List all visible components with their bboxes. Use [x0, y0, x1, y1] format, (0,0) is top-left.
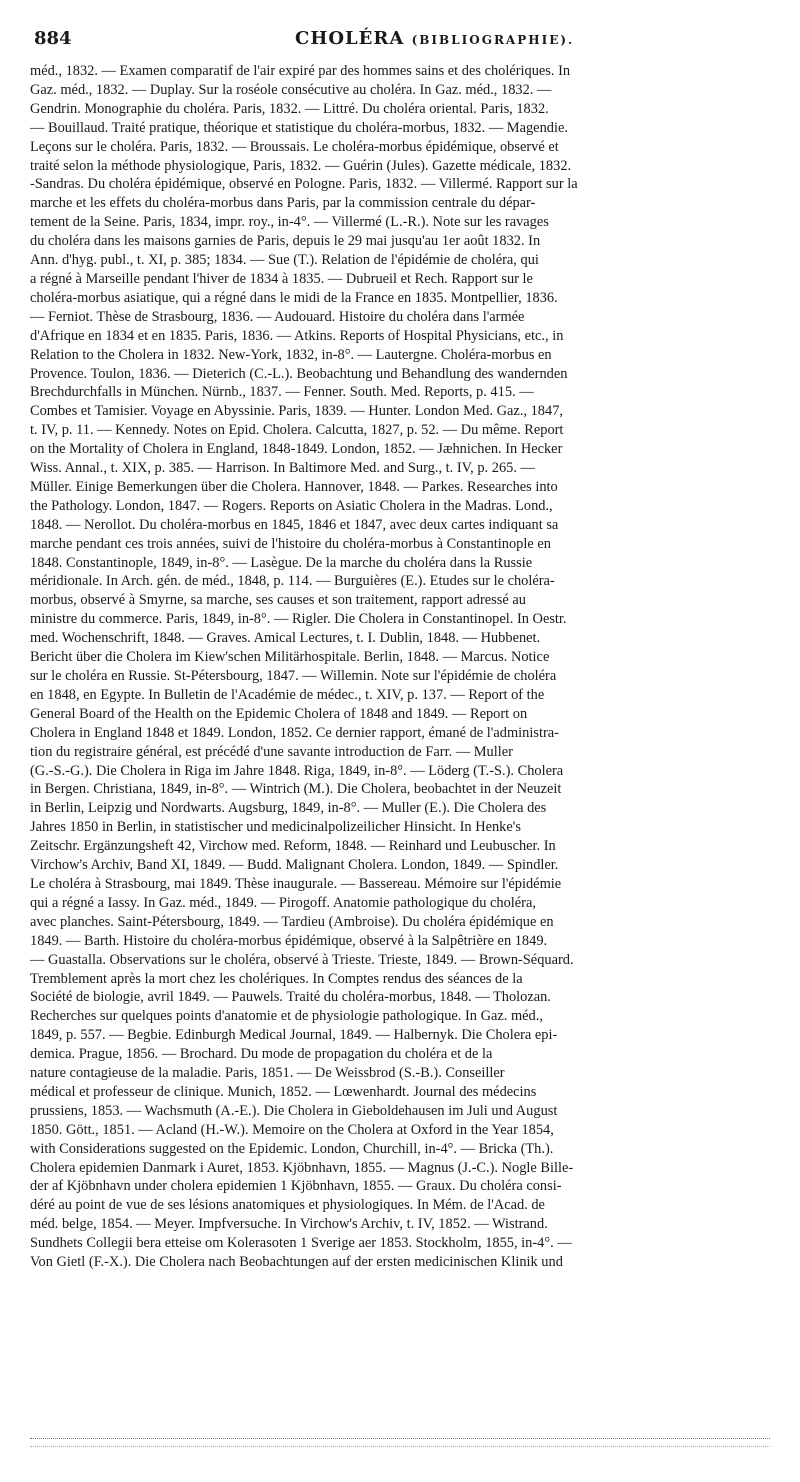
text-line: Von Gietl (F.-X.). Die Cholera nach Beobachtungen auf der ersten medicinischen Klinik und: [30, 1254, 563, 1271]
text-line: ministre du commerce. Paris, 1849, in-8°. — Rigler. Die Cholera in Constantinopel. In Oestr.: [30, 611, 567, 628]
text-line: morbus, observé à Smyrne, sa marche, ses causes et son traitement, rapport adressé au: [30, 592, 526, 609]
text-line: qui a régné a Iassy. In Gaz. méd., 1849. — Pirogoff. Anatomie pathologique du choléra,: [30, 894, 536, 911]
text-line: Combes et Tamisier. Voyage en Abyssinie. Paris, 1839. — Hunter. London Med. Gaz., 1847,: [30, 403, 563, 420]
text-line: Sundhets Collegii bera etteise om Kolerasoten 1 Sverige aer 1853. Stockholm, 1855, in-4°. —: [30, 1235, 572, 1252]
text-line: Wiss. Annal., t. XIX, p. 385. — Harrison. In Baltimore Med. and Surg., t. IV, p. 265. —: [30, 460, 535, 477]
text-line: in Berlin, Leipzig und Nordwarts. Augsburg, 1849, in-8°. — Muller (E.). Die Cholera des: [30, 800, 547, 817]
text-line: en 1848, en Egypte. In Bulletin de l'Académie de médec., t. XIV, p. 137. — Report of the: [30, 686, 545, 703]
text-line: choléra-morbus asiatique, qui a régné dans le midi de la France en 1835. Montpellier, 1836.: [30, 289, 558, 306]
text-line: marche pendant ces trois années, suivi de l'histoire du choléra-morbus à Constantinople en: [30, 535, 551, 552]
text-line: sur le choléra en Russie. St-Pétersbourg, 1847. — Willemin. Note sur l'épidémie de choléra: [30, 668, 557, 684]
text-line: Gaz. méd., 1832. — Duplay. Sur la roséole consécutive au choléra. In Gaz. méd., 1832. —: [30, 81, 552, 98]
text-line: the Pathology. London, 1847. — Rogers. Reports on Asiatic Cholera in the Madras. Lond.,: [30, 497, 553, 514]
text-line: tement de la Seine. Paris, 1834, impr. roy., in-4°. — Villermé (L.-R.). Note sur les ravages: [30, 214, 549, 231]
text-line: avec planches. Saint-Pétersbourg, 1849. — Tardieu (Ambroise). Du choléra épidémique en: [30, 913, 554, 930]
text-line: Zeitschr. Ergänzungsheft 42, Virchow med. Reform, 1848. — Reinhard und Leubuscher. In: [30, 838, 556, 855]
text-line: Gendrin. Monographie du choléra. Paris, 1832. — Littré. Du choléra oriental. Paris, 1832.: [30, 100, 549, 117]
text-line: d'Afrique en 1834 et en 1835. Paris, 1836. — Atkins. Reports of Hospital Physicians, etc., in: [30, 327, 564, 344]
footer-rule: [30, 1438, 770, 1439]
text-line: méridionale. In Arch. gén. de méd., 1848, p. 114. — Burguières (E.). Etudes sur le choléra-: [30, 573, 555, 590]
text-line: -Sandras. Du choléra épidémique, observé en Pologne. Paris, 1832. — Villermé. Rapport sur la: [30, 176, 578, 193]
text-line: du choléra dans les maisons garnies de Paris, depuis le 29 mai jusqu'au 1er août 1832. In: [30, 233, 541, 250]
page-number: 884: [34, 28, 72, 49]
text-line: Müller. Einige Bemerkungen über die Cholera. Hannover, 1848. — Parkes. Researches into: [30, 478, 558, 495]
text-line: Relation to the Cholera in 1832. New-York, 1832, in-8°. — Lautergne. Choléra-morbus en: [30, 346, 552, 363]
text-line: méd., 1832. — Examen comparatif de l'air expiré par des hommes sains et des cholériques. In: [30, 63, 571, 79]
text-line: Bericht über die Cholera im Kiew'schen Militärhospitale. Berlin, 1848. — Marcus. Notice: [30, 649, 550, 666]
page: [30, 28, 768, 1272]
text-line: Société de biologie, avril 1849. — Pauwels. Traité du choléra-morbus, 1848. — Tholozan.: [30, 989, 551, 1006]
text-line: Cholera in England 1848 et 1849. London, 1852. Ce dernier rapport, émané de l'administra-: [30, 724, 559, 741]
text-line: med. Wochenschrift, 1848. — Graves. Amical Lectures, t. I. Dublin, 1848. — Hubbenet.: [30, 630, 541, 647]
text-line: médical et professeur de clinique. Munich, 1852. — Lœwenhardt. Journal des médecins: [30, 1083, 537, 1100]
text-line: Tremblement après la mort chez les cholériques. In Comptes rendus des séances de la: [30, 970, 523, 987]
text-line: traité selon la méthode physiologique, Paris, 1832. — Guérin (Jules). Gazette médicale, 1832.: [30, 157, 572, 174]
text-line: in Bergen. Christiana, 1849, in-8°. — Wintrich (M.). Die Cholera, beobachtet in der Neuzeit: [30, 781, 562, 798]
text-line: General Board of the Health on the Epidemic Cholera of 1848 and 1849. — Report on: [30, 705, 528, 722]
running-title-main: CHOLÉRA: [295, 28, 405, 49]
text-line: 1849. — Barth. Histoire du choléra-morbus épidémique, observé à la Salpêtrière en 1849.: [30, 932, 548, 949]
text-line: — Bouillaud. Traité pratique, théorique et statistique du choléra-morbus, 1832. — Magendie.: [30, 119, 568, 136]
text-line: 1850. Gött., 1851. — Acland (H.-W.). Memoire on the Cholera at Oxford in the Year 1854,: [30, 1121, 554, 1138]
text-line: prussiens, 1853. — Wachsmuth (A.-E.). Die Cholera in Gieboldehausen im Juli und August: [30, 1102, 558, 1119]
text-line: a régné à Marseille pendant l'hiver de 1834 à 1835. — Dubrueil et Rech. Rapport sur le: [30, 270, 533, 287]
text-line: der af Kjöbnhavn under cholera epidemien 1 Kjöbnhavn, 1855. — Graux. Du choléra consi-: [30, 1178, 562, 1195]
text-line: Cholera epidemien Danmark i Auret, 1853. Kjöbnhavn, 1855. — Magnus (J.-C.). Nogle Bille-: [30, 1159, 574, 1176]
text-line: t. IV, p. 11. — Kennedy. Notes on Epid. Cholera. Calcutta, 1827, p. 52. — Du même. Report: [30, 422, 564, 439]
text-line: Virchow's Archiv, Band XI, 1849. — Budd. Malignant Cholera. London, 1849. — Spindler.: [30, 857, 559, 874]
text-line: (G.-S.-G.). Die Cholera in Riga im Jahre 1848. Riga, 1849, in-8°. — Löderg (T.-S.). Cholera: [30, 762, 564, 779]
running-title-subtitle: (BIBLIOGRAPHIE).: [411, 33, 575, 47]
text-line: 1848. — Nerollot. Du choléra-morbus en 1845, 1846 et 1847, avec deux cartes indiquant sa: [30, 516, 559, 533]
text-line: tion du registraire général, est précédé d'une savante introduction de Farr. — Muller: [30, 743, 513, 760]
text-line: déré au point de vue de ses lésions anatomiques et physiologiques. In Mém. de l'Acad. de: [30, 1197, 545, 1214]
text-line: on the Mortality of Cholera in England, 1848-1849. London, 1852. — Jæhnichen. In Hecker: [30, 441, 563, 458]
text-line: méd. belge, 1854. — Meyer. Impfversuche. In Virchow's Archiv, t. IV, 1852. — Wistrand.: [30, 1216, 548, 1233]
text-line: marche et les effets du choléra-morbus dans Paris, par la commission centrale du dépar-: [30, 195, 536, 212]
text-line: 1848. Constantinople, 1849, in-8°. — Lasègue. De la marche du choléra dans la Russie: [30, 554, 533, 571]
text-line: — Ferniot. Thèse de Strasbourg, 1836. — Audouard. Histoire du choléra dans l'armée: [30, 308, 525, 325]
text-line: Le choléra à Strasbourg, mai 1849. Thèse inaugurale. — Bassereau. Mémoire sur l'épidémie: [30, 875, 562, 892]
text-line: demica. Prague, 1856. — Brochard. Du mode de propagation du choléra et de la: [30, 1046, 493, 1063]
text-line: — Guastalla. Observations sur le choléra, observé à Trieste. Trieste, 1849. — Brown-Séquard.: [30, 951, 574, 968]
bibliography-text: [30, 62, 768, 1272]
text-line: nature contagieuse de la maladie. Paris, 1851. — De Weissbrod (S.-B.). Conseiller: [30, 1065, 505, 1082]
text-line: with Considerations suggested on the Epidemic. London, Churchill, in-4°. — Bricka (Th.).: [30, 1140, 554, 1157]
text-line: Jahres 1850 in Berlin, in statistischer und medicinalpolizeilicher Hinsicht. In Henke's: [30, 819, 521, 836]
running-header: [30, 28, 768, 62]
text-line: Leçons sur le choléra. Paris, 1832. — Broussais. Le choléra-morbus épidémique, observé et: [30, 138, 559, 155]
footer-rule: [30, 1446, 770, 1447]
text-line: Brechdurchfalls in München. Nürnb., 1837. — Fenner. South. Med. Reports, p. 415. —: [30, 384, 534, 401]
text-line: Provence. Toulon, 1836. — Dieterich (C.-L.). Beobachtung und Behandlung des wandernden: [30, 365, 568, 382]
text-line: Recherches sur quelques points d'anatomie et de physiologie pathologique. In Gaz. méd.,: [30, 1008, 543, 1025]
running-title: [295, 28, 574, 49]
text-line: Ann. d'hyg. publ., t. XI, p. 385; 1834. — Sue (T.). Relation de l'épidémie de choléra, qui: [30, 252, 539, 269]
text-line: 1849, p. 557. — Begbie. Edinburgh Medical Journal, 1849. — Halbernyk. Die Cholera epi-: [30, 1027, 558, 1044]
